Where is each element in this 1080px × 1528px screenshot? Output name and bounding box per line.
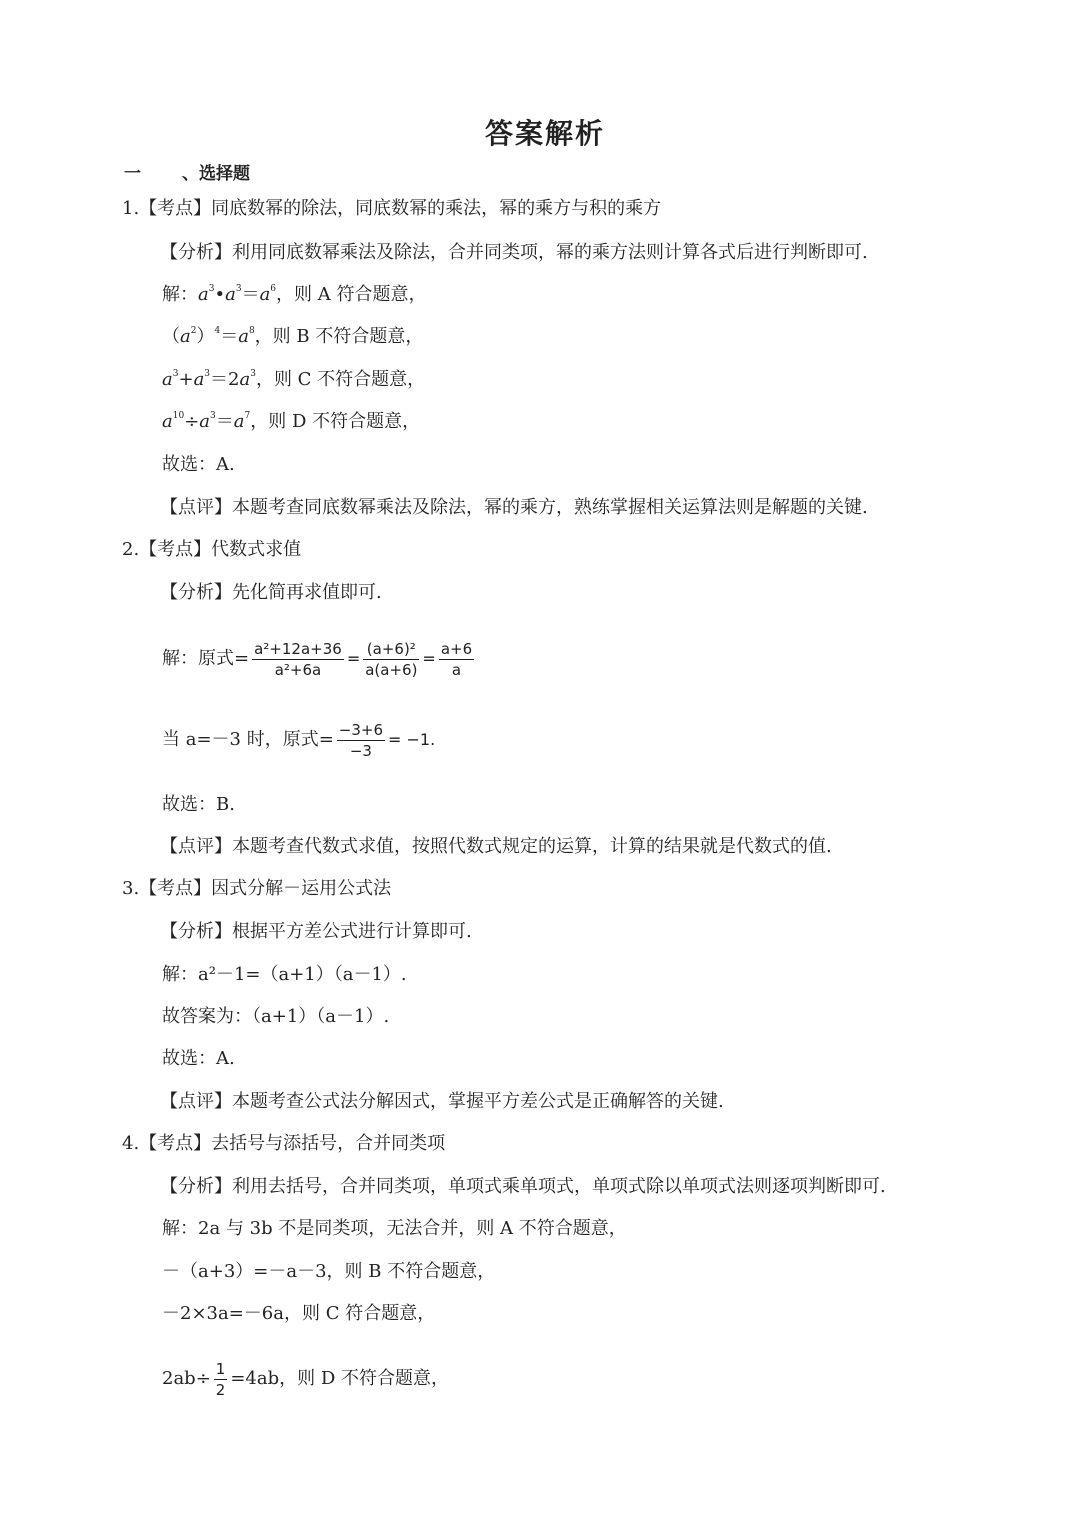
q2-choice: 故选：B. [162, 794, 235, 815]
q1-analysis: 【分析】利用同底数幂乘法及除法，合并同类项，幂的乘方法则计算各式后进行判断即可. [160, 242, 868, 263]
q2-evaluation: 当 a=－3 时，原式= $\frac{-3+6}{-3}$ = −1. [162, 720, 436, 760]
section-heading [124, 161, 250, 187]
q4-analysis: 【分析】利用去括号，合并同类项，单项式乘单项式，单项式除以单项式法则逐项判断即可. [160, 1176, 886, 1197]
q1-solution-line-2: $(a^2)^4=a^8$，则 B 不符合题意， [162, 326, 424, 347]
q2-analysis: 【分析】先化简再求值即可. [160, 582, 382, 603]
page-title: 答案解析 [484, 117, 605, 150]
q4-half-fraction: $\frac{1}{2}$ [215, 1359, 226, 1399]
q3-topic: 3.【考点】因式分解－运用公式法 [122, 878, 392, 899]
q3-analysis: 【分析】根据平方差公式进行计算即可. [160, 921, 472, 942]
q3-comment: 【点评】本题考查公式法分解因式，掌握平方差公式是正确解答的关键. [160, 1091, 724, 1112]
q4-solution-line-1: 解：2a 与 3b 不是同类项，无法合并，则 A 不符合题意， [162, 1218, 627, 1239]
section-number: 一 [124, 164, 141, 184]
q1-choice: 故选：A. [162, 454, 235, 475]
q1-comment: 【点评】本题考查同底数幂乘法及除法，幂的乘方，熟练掌握相关运算法则是解题的关键. [160, 497, 868, 518]
q3-answer: 故答案为：（a+1）（a－1）. [162, 1006, 390, 1027]
q2-topic: 2.【考点】代数式求值 [122, 539, 302, 560]
q3-choice: 故选：A. [162, 1048, 235, 1069]
q1-solution-line-4: $a^{10}\div a^3=a^7$，则 D 不符合题意， [162, 411, 421, 432]
q4-solution-line-3: －2×3a=－6a，则 C 符合题意， [162, 1303, 436, 1324]
section-label: 、选择题 [182, 164, 250, 184]
q1-topic: 1.【考点】同底数幂的除法，同底数幂的乘法，幂的乘方与积的乘方 [122, 198, 662, 219]
q1-solution-line-3: $a^3+a^3=2a^3$，则 C 不符合题意， [162, 369, 426, 390]
q4-solution-line-4: 2ab÷ $\frac{1}{2}$ =4ab，则 D 不符合题意， [162, 1359, 450, 1399]
q4-solution-line-2: －（a+3）=－a－3，则 B 不符合题意， [162, 1261, 496, 1282]
q2-solution: 解：原式= $\frac{\text{a²+12a+36}}{\text{a²+6a}}$ = $\frac{\text{(a+6)²}}{a(a+6)}$ = $\frac{a+6}{a}$ [162, 639, 473, 679]
q3-solution: 解：a²－1=（a+1）（a－1）. [162, 964, 407, 985]
q2-fraction-3: $\frac{a+6}{a}$ [440, 639, 473, 679]
q2-fraction-1: $\frac{\text{a²+12a+36}}{\text{a²+6a}}$ [254, 639, 342, 679]
q1-solution-line-1: 解：$a^3•a^3=a^6$，则 A 符合题意， [162, 284, 427, 305]
q4-topic: 4.【考点】去括号与添括号，合并同类项 [122, 1133, 446, 1154]
q2-fraction-4: $\frac{-3+6}{-3}$ [338, 720, 384, 760]
q2-fraction-2: $\frac{\text{(a+6)²}}{a(a+6)}$ [365, 639, 418, 679]
q2-comment: 【点评】本题考查代数式求值，按照代数式规定的运算，计算的结果就是代数式的值. [160, 836, 832, 857]
